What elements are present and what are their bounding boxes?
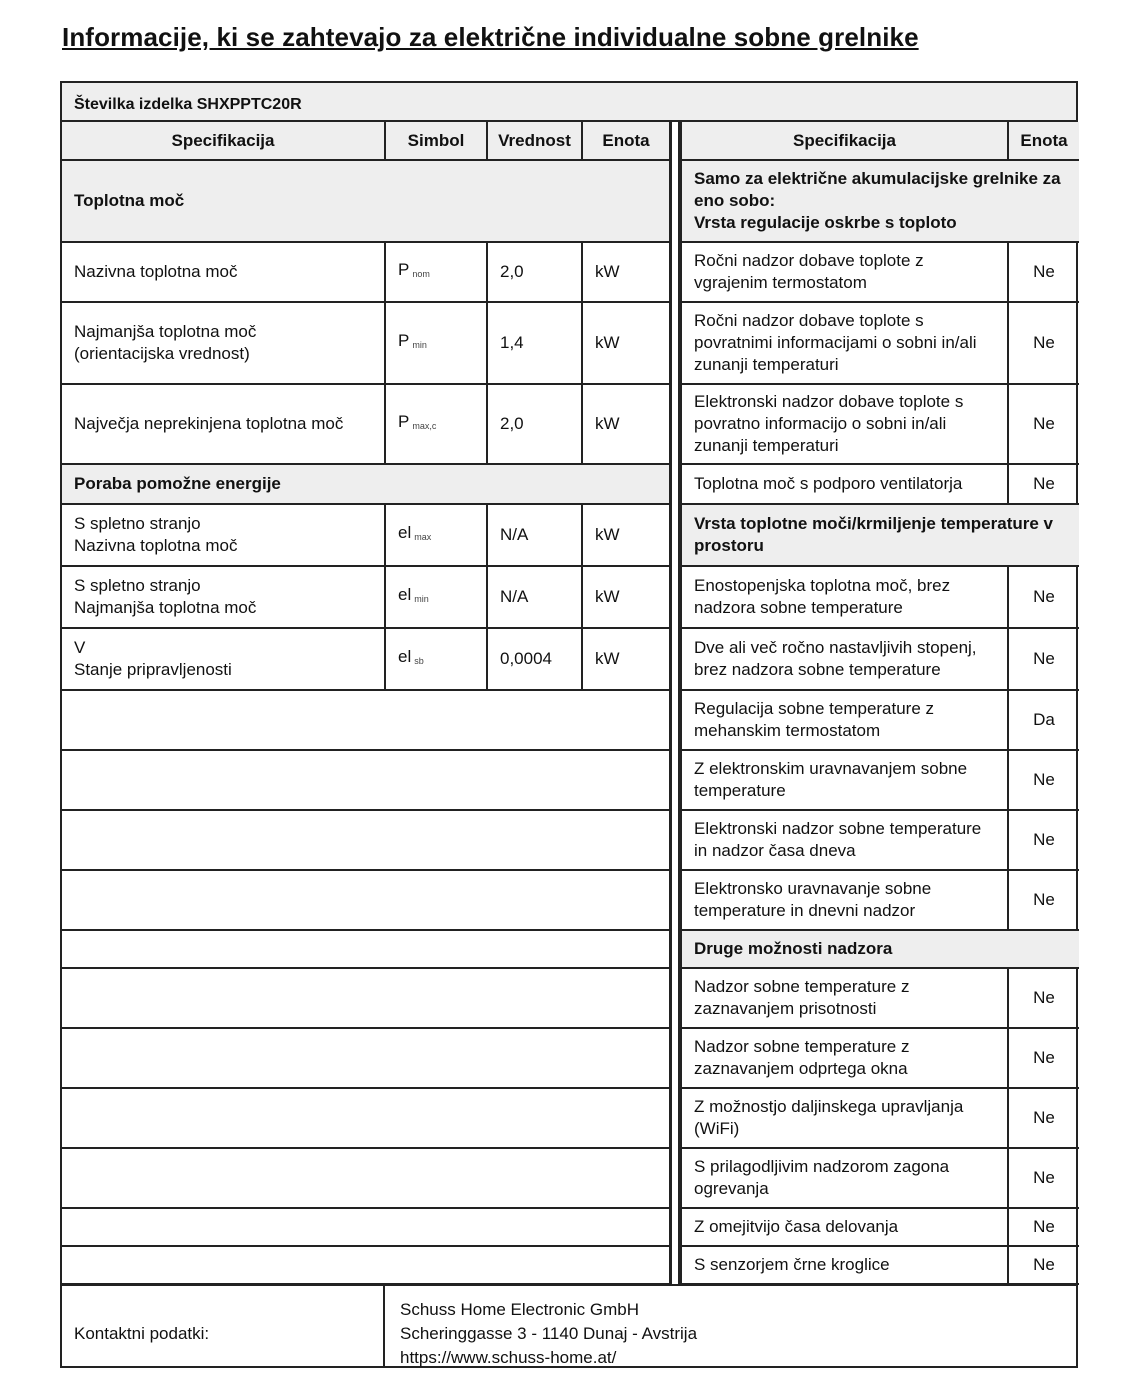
empty-row <box>62 1028 670 1088</box>
spec-cell: Z omejitvijo časa delovanja <box>681 1208 1008 1246</box>
column-separator <box>670 122 680 1284</box>
empty-row <box>62 810 670 870</box>
unit-cell: Da <box>1008 690 1079 750</box>
symbol-main: P <box>398 412 410 431</box>
table-row <box>681 690 1079 750</box>
spec-cell: Elektronski nadzor sobne temperature in nadzor časa dneva <box>681 810 1008 870</box>
section-storage-heaters: Samo za električne akumulacijske grelnike za eno sobo: Vrsta regulacije oskrbe s toploto <box>681 160 1079 242</box>
table-row <box>681 1208 1079 1246</box>
symbol-cell <box>385 628 487 690</box>
value-cell: 1,4 <box>487 302 582 384</box>
section-room-temp-control: Vrsta toplotne moči/krmiljenje temperature v prostoru <box>681 504 1079 566</box>
empty-row <box>62 1246 670 1284</box>
spec-cell: Nazivna toplotna moč <box>62 242 385 302</box>
symbol-subscript: min <box>412 340 427 350</box>
unit-cell: Ne <box>1008 870 1079 930</box>
table-row <box>681 628 1079 690</box>
empty-row <box>62 930 670 968</box>
empty-cell <box>62 750 670 810</box>
spec-cell: Nadzor sobne temperature z zaznavanjem prisotnosti <box>681 968 1008 1028</box>
unit-cell: Ne <box>1008 1028 1079 1088</box>
contact-section <box>62 1284 1078 1368</box>
spec-cell: Z elektronskim uravnavanjem sobne temperature <box>681 750 1008 810</box>
symbol-main: P <box>398 260 410 279</box>
spec-cell: Najmanjša toplotna moč (orientacijska vrednost) <box>62 302 385 384</box>
right-col-header: Specifikacija <box>681 122 1008 160</box>
empty-row <box>62 870 670 930</box>
section-row <box>681 930 1079 968</box>
empty-row <box>62 1088 670 1148</box>
symbol-main: el <box>398 647 412 666</box>
symbol-subscript: min <box>414 594 429 604</box>
empty-row <box>62 1208 670 1246</box>
contact-label: Kontaktni podatki: <box>74 1324 210 1343</box>
spec-cell: V Stanje pripravljenosti <box>62 628 385 690</box>
right-spec-table <box>680 122 1079 1285</box>
unit-cell: Ne <box>1008 566 1079 628</box>
contact-divider <box>383 1286 385 1368</box>
symbol-subscript: max,c <box>412 421 437 431</box>
value-cell: N/A <box>487 504 582 566</box>
table-row <box>681 750 1079 810</box>
symbol-subscript: sb <box>414 656 424 666</box>
spec-cell: S senzorjem črne kroglice <box>681 1246 1008 1284</box>
spec-cell: Toplotna moč s podporo ventilatorja <box>681 464 1008 504</box>
spec-cell: Regulacija sobne temperature z mehanskim termostatom <box>681 690 1008 750</box>
spec-cell: S spletno stranjo Najmanjša toplotna moč <box>62 566 385 628</box>
spec-cell: S prilagodljivim nadzorom zagona ogrevanja <box>681 1148 1008 1208</box>
table-row <box>681 1028 1079 1088</box>
table-row <box>681 464 1079 504</box>
symbol-cell <box>385 242 487 302</box>
symbol-subscript: max <box>414 532 432 542</box>
section-other-options: Druge možnosti nadzora <box>681 930 1079 968</box>
right-col-header: Enota <box>1008 122 1079 160</box>
empty-cell <box>62 930 670 968</box>
left-col-header: Enota <box>582 122 670 160</box>
unit-cell: Ne <box>1008 1208 1079 1246</box>
section-row <box>681 160 1079 242</box>
symbol-cell <box>385 384 487 464</box>
spec-cell: Nadzor sobne temperature z zaznavanjem odprtega okna <box>681 1028 1008 1088</box>
empty-cell <box>62 1028 670 1088</box>
unit-cell: kW <box>582 566 670 628</box>
unit-cell: Ne <box>1008 750 1079 810</box>
left-col-header: Specifikacija <box>62 122 385 160</box>
spec-cell: Ročni nadzor dobave toplote z vgrajenim termostatom <box>681 242 1008 302</box>
spec-cell: Elektronski nadzor dobave toplote s povratno informacijo o sobni in/ali zunanji temperaturi <box>681 384 1008 464</box>
table-row <box>62 566 670 628</box>
spec-cell: Enostopenjska toplotna moč, brez nadzora sobne temperature <box>681 566 1008 628</box>
table-row <box>681 302 1079 384</box>
spec-cell: Dve ali več ročno nastavljivih stopenj, brez nadzora sobne temperature <box>681 628 1008 690</box>
empty-cell <box>62 870 670 930</box>
unit-cell: Ne <box>1008 384 1079 464</box>
symbol-main: el <box>398 585 412 604</box>
table-row <box>681 384 1079 464</box>
spec-sheet <box>60 81 1078 1368</box>
table-row <box>681 968 1079 1028</box>
empty-row <box>62 750 670 810</box>
unit-cell: Ne <box>1008 1088 1079 1148</box>
value-cell: 2,0 <box>487 384 582 464</box>
table-row <box>62 628 670 690</box>
spec-cell: Z možnostjo daljinskega upravljanja (WiFi) <box>681 1088 1008 1148</box>
empty-cell <box>62 690 670 750</box>
unit-cell: Ne <box>1008 810 1079 870</box>
symbol-cell <box>385 566 487 628</box>
value-cell: N/A <box>487 566 582 628</box>
product-number: Številka izdelka SHXPPTC20R <box>62 83 1076 122</box>
table-row <box>62 504 670 566</box>
section-row <box>62 160 670 242</box>
unit-cell: kW <box>582 504 670 566</box>
spec-cell: S spletno stranjo Nazivna toplotna moč <box>62 504 385 566</box>
empty-row <box>62 1148 670 1208</box>
value-cell: 0,0004 <box>487 628 582 690</box>
value-cell: 2,0 <box>487 242 582 302</box>
company-address: Scheringgasse 3 - 1140 Dunaj - Avstrija <box>400 1324 698 1343</box>
contact-info <box>400 1298 697 1370</box>
unit-cell: Ne <box>1008 1148 1079 1208</box>
table-row <box>62 302 670 384</box>
empty-cell <box>62 968 670 1028</box>
symbol-cell <box>385 504 487 566</box>
empty-row <box>62 690 670 750</box>
table-row <box>681 1246 1079 1284</box>
table-row <box>681 566 1079 628</box>
left-col-header: Vrednost <box>487 122 582 160</box>
unit-cell: Ne <box>1008 968 1079 1028</box>
symbol-main: el <box>398 523 412 542</box>
unit-cell: Ne <box>1008 302 1079 384</box>
left-spec-table <box>62 122 671 1285</box>
table-row <box>681 1088 1079 1148</box>
table-row <box>62 242 670 302</box>
empty-cell <box>62 1148 670 1208</box>
section-row <box>681 504 1079 566</box>
unit-cell: Ne <box>1008 242 1079 302</box>
unit-cell: kW <box>582 242 670 302</box>
section-heat-output: Toplotna moč <box>62 160 670 242</box>
right-header-row <box>681 122 1079 160</box>
spec-cell: Elektronsko uravnavanje sobne temperature in dnevni nadzor <box>681 870 1008 930</box>
spec-cell: Ročni nadzor dobave toplote s povratnimi informacijami o sobni in/ali zunanji temperaturi <box>681 302 1008 384</box>
unit-cell: kW <box>582 628 670 690</box>
company-name: Schuss Home Electronic GmbH <box>400 1300 640 1319</box>
table-row <box>62 384 670 464</box>
unit-cell: kW <box>582 384 670 464</box>
empty-row <box>62 968 670 1028</box>
empty-cell <box>62 810 670 870</box>
table-row <box>681 242 1079 302</box>
table-row <box>681 810 1079 870</box>
left-header-row <box>62 122 670 160</box>
section-row <box>62 464 670 504</box>
empty-cell <box>62 1246 670 1284</box>
section-aux-energy: Poraba pomožne energije <box>62 464 670 504</box>
symbol-subscript: nom <box>412 269 430 279</box>
symbol-cell <box>385 302 487 384</box>
spec-cell: Največja neprekinjena toplotna moč <box>62 384 385 464</box>
unit-cell: kW <box>582 302 670 384</box>
unit-cell: Ne <box>1008 1246 1079 1284</box>
unit-cell: Ne <box>1008 464 1079 504</box>
symbol-main: P <box>398 331 410 350</box>
page-title: Informacije, ki se zahtevajo za električne individualne sobne grelnike <box>62 22 919 52</box>
table-row <box>681 1148 1079 1208</box>
empty-cell <box>62 1208 670 1246</box>
empty-cell <box>62 1088 670 1148</box>
company-url[interactable]: https://www.schuss-home.at/ <box>400 1348 617 1367</box>
table-row <box>681 870 1079 930</box>
left-col-header: Simbol <box>385 122 487 160</box>
unit-cell: Ne <box>1008 628 1079 690</box>
